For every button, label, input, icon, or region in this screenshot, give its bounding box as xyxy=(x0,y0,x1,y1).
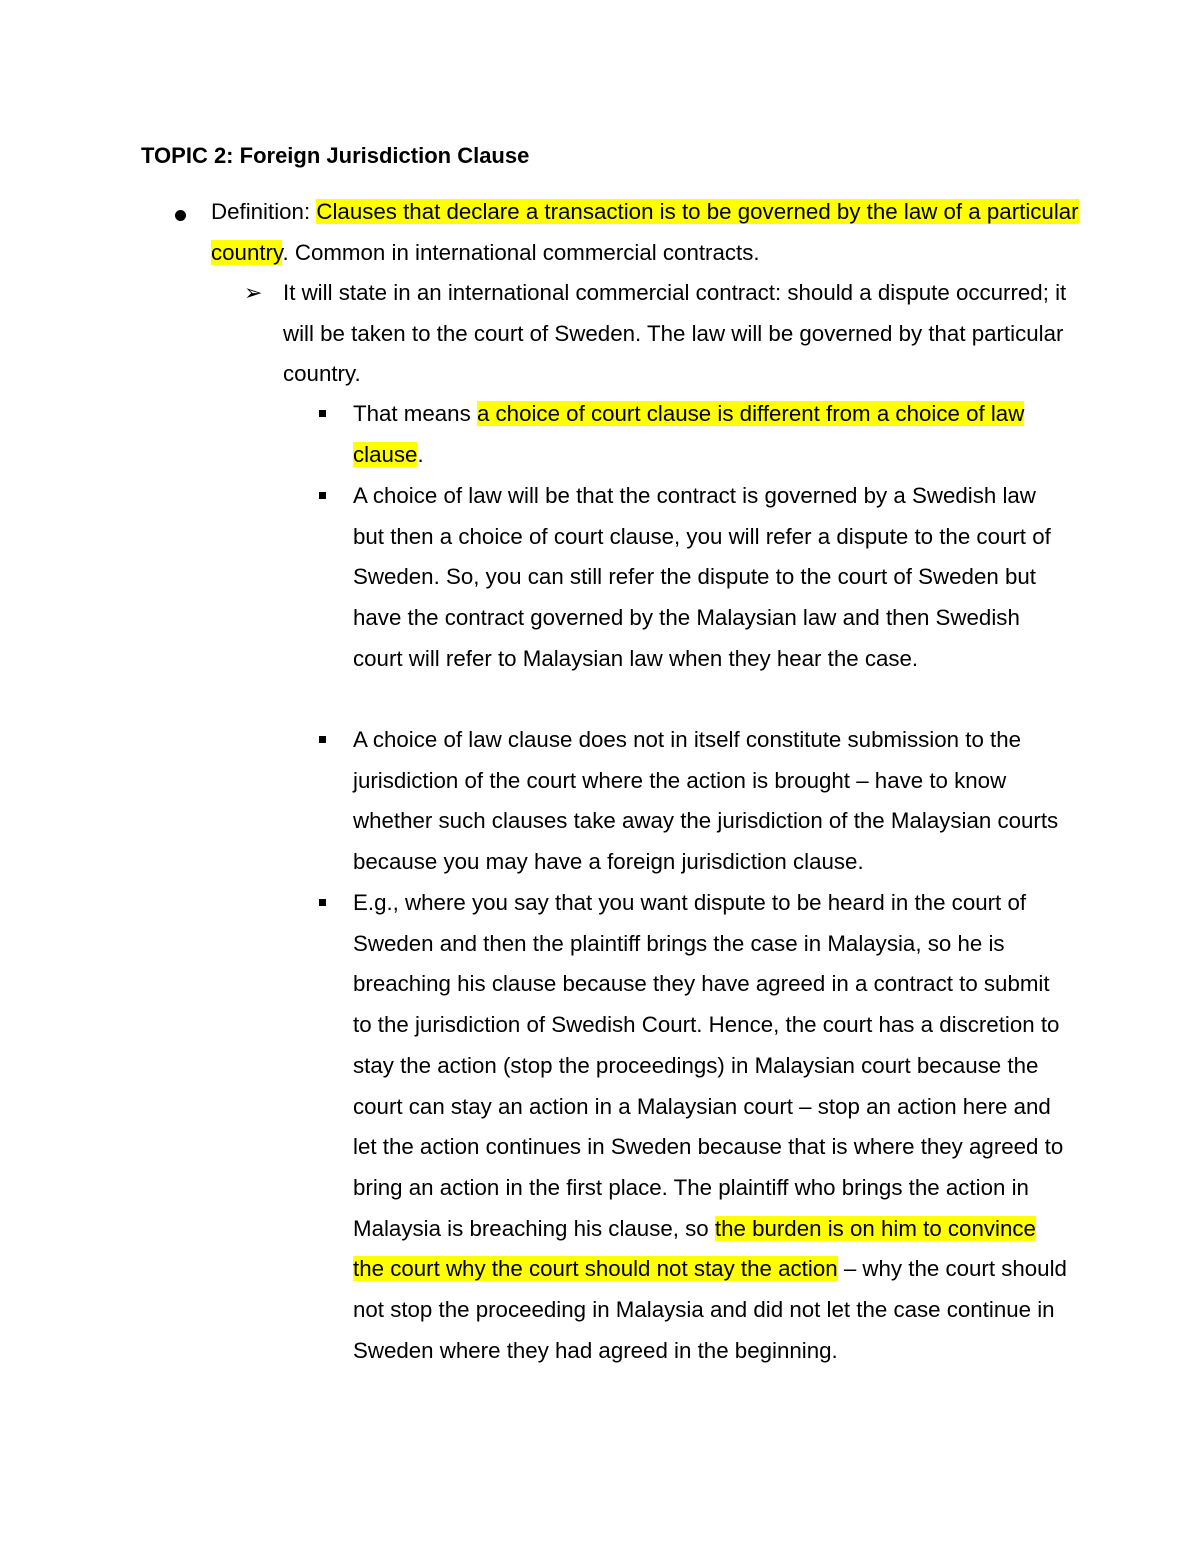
definition-highlight: Clauses that declare a transaction is to be governed by the law of a particular country xyxy=(211,199,1079,265)
example-highlight: the burden is on him to convince the court why the court should not stay the action xyxy=(353,1215,1036,1282)
document-title xyxy=(141,140,529,172)
definition-label: Definition: xyxy=(211,199,317,224)
list-item-example xyxy=(353,883,1073,1371)
title-main: Foreign Jurisdiction Clause xyxy=(239,143,530,168)
list-item-contract-statement: It will state in an international commercial contract: should a dispute occurred; it will be taken to the court of Sweden. The law will be governed by that particular country. xyxy=(283,280,1067,387)
title-prefix: TOPIC 2: xyxy=(141,143,240,168)
square-bullet-icon xyxy=(319,410,326,417)
arrow-bullet-icon: ➢ xyxy=(244,281,263,306)
bullet-dot-icon xyxy=(175,210,186,221)
list-item-definition xyxy=(211,192,1091,273)
definition-tail: . Common in international commercial contracts. xyxy=(282,239,760,265)
square-bullet-icon xyxy=(319,899,326,906)
example-tail: – why the court should not stop the proceeding in Malaysia and did not let the case continue in Sweden where they had agreed in the beginning. xyxy=(353,1256,1067,1363)
that-means-tail: . xyxy=(417,441,424,467)
list-item-choice-of-law: A choice of law will be that the contract is governed by a Swedish law but then a choice of court clause, you will refer a dispute to the court of Sweden. So, you can still refer the dispute to the court of Sweden but have the contract governed by the Malaysian law and then Swedish court will refer to Malaysian law when they hear the case. xyxy=(353,483,1051,671)
that-means-highlight: a choice of court clause is different from a choice of law clause xyxy=(353,401,1025,467)
example-lead: E.g., where you say that you want dispute to be heard in the court of Sweden and then the plaintiff brings the case in Malaysia, so he is breaching his clause because they have agreed in a contract to submit to the jurisdiction of Swedish Court. Hence, the court has a discretion to stay the action (stop the proceedings) in Malaysian court because the court can stay an action in a Malaysian court – stop an action here and let the action continues in Sweden because that is where they agreed to bring an action in the first place. The plaintiff who brings the action in Malaysia is breaching his clause, so xyxy=(353,890,1064,1241)
square-bullet-icon xyxy=(319,492,326,499)
that-means-lead: That means xyxy=(353,401,477,426)
list-item-that-means xyxy=(353,394,1073,475)
list-item-submission: A choice of law clause does not in itself constitute submission to the jurisdiction of the court where the action is brought – have to know whether such clauses take away the jurisdiction of the Malaysian courts because you may have a foreign jurisdiction clause. xyxy=(353,727,1059,875)
square-bullet-icon xyxy=(319,736,326,743)
